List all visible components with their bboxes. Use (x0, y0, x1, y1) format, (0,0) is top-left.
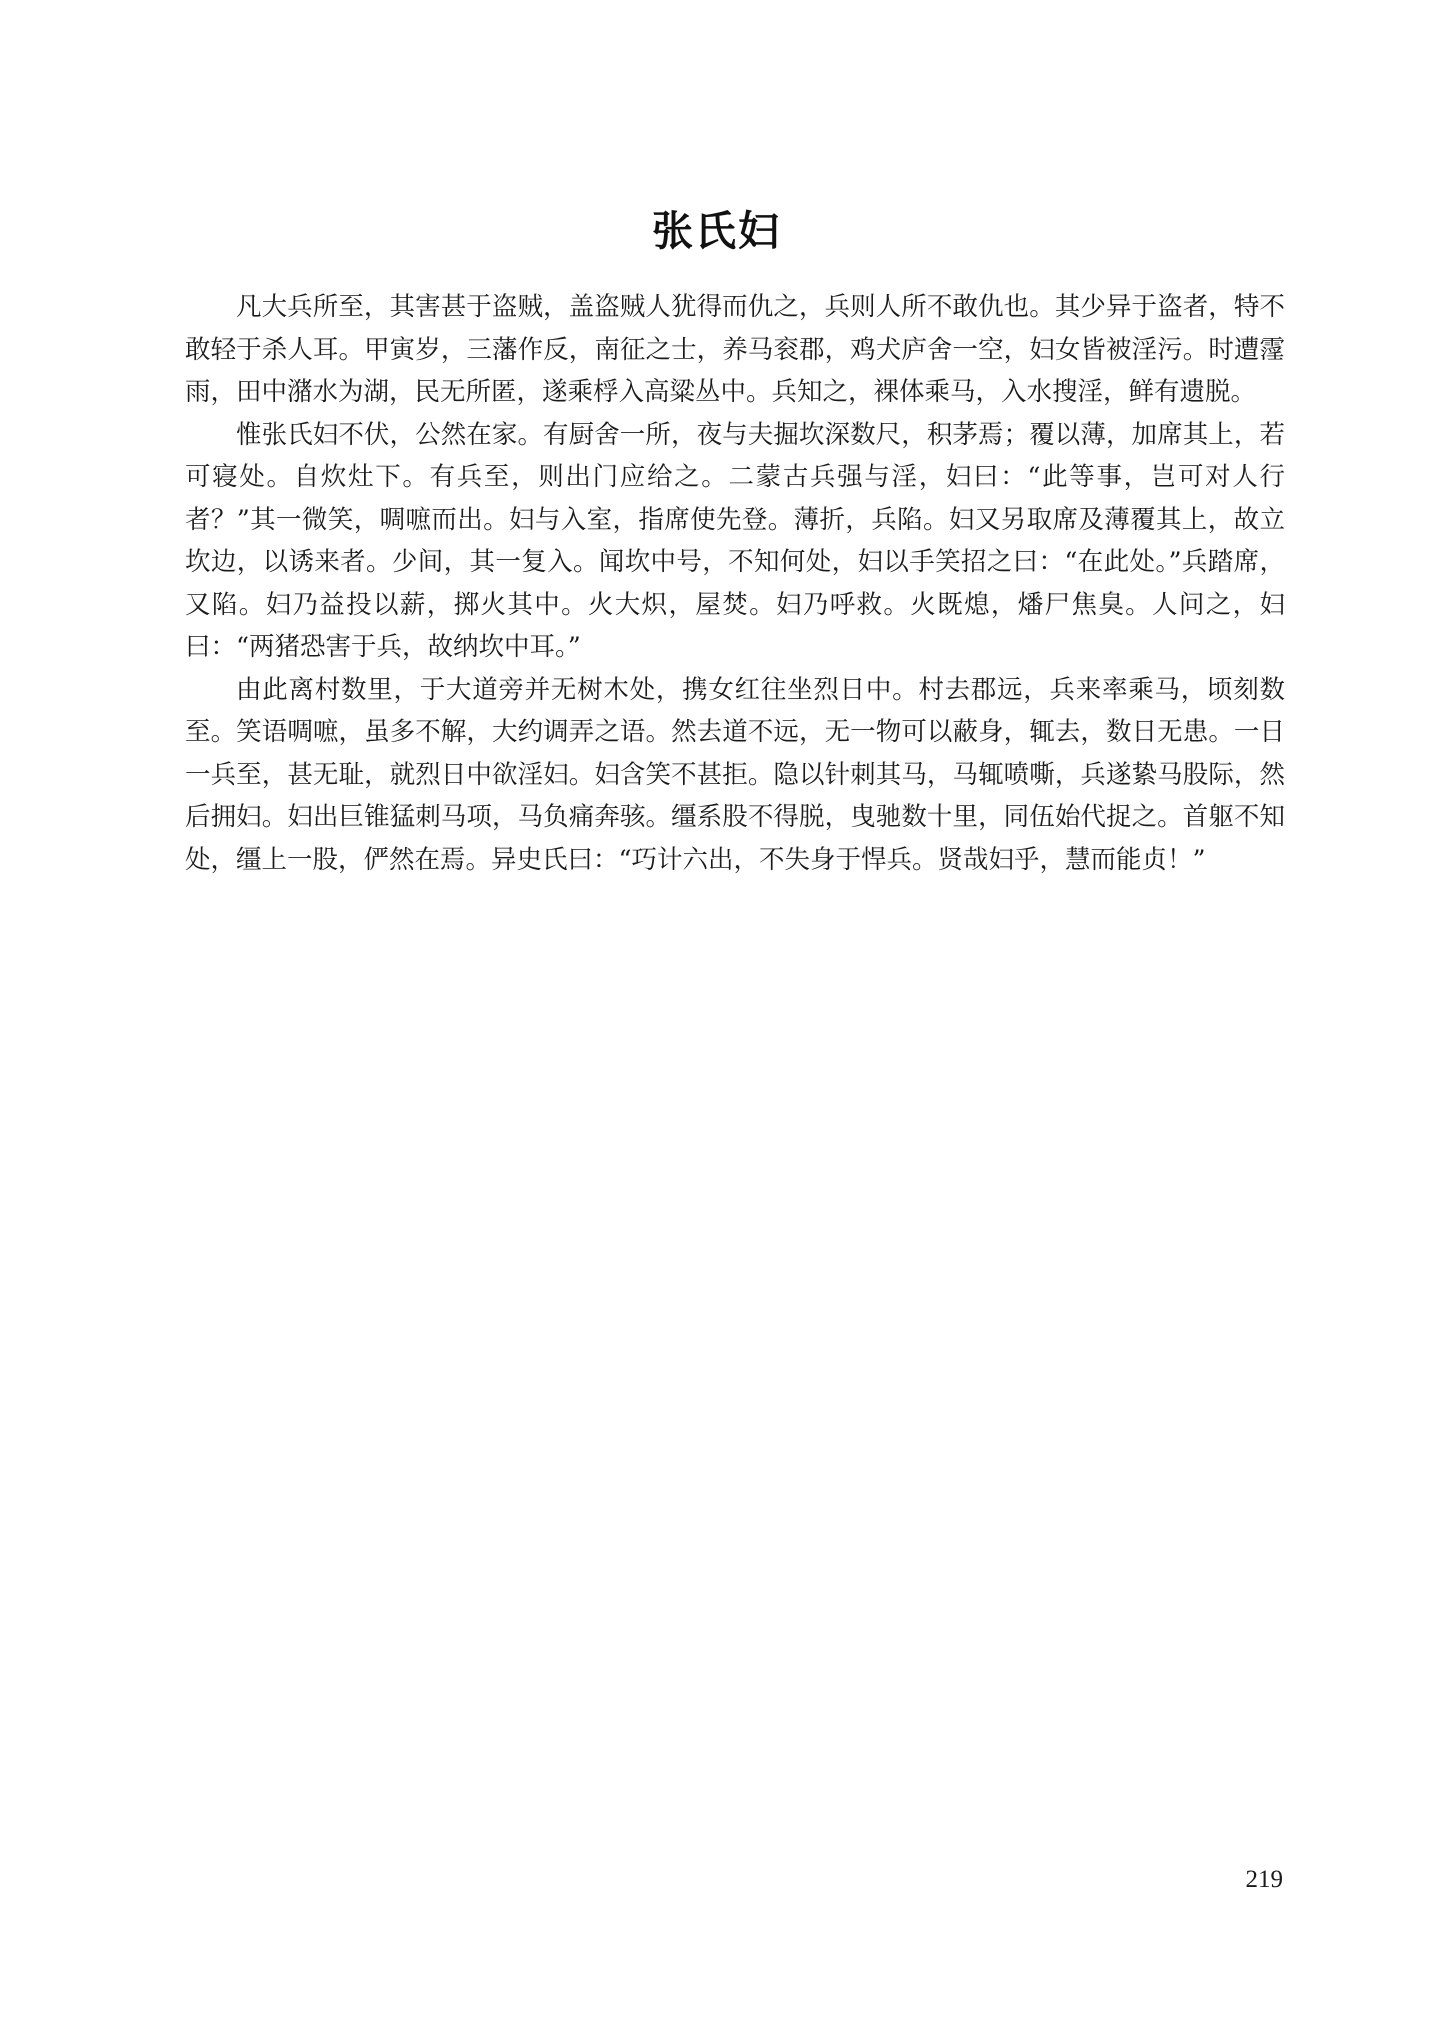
paragraph-2: 惟张氏妇不伏，公然在家。有厨舍一所，夜与夫掘坎深数尺，积茅焉；覆以薄，加席其上，若可寝处。自炊灶下。有兵至，则出门应给之。二蒙古兵强与淫，妇曰：“此等事，岂可对人行者？”其一微笑，啁嗻而出。妇与入室，指席使先登。薄折，兵陷。妇又另取席及薄覆其上，故立坎边，以诱来者。少间，其一复入。闻坎中号，不知何处，妇以手笑招之曰：“在此处。”兵踏席，又陷。妇乃益投以薪，掷火其中。火大炽，屋焚。妇乃呼救。火既熄，燔尸焦臭。人问之，妇曰：“两猪恐害于兵，故纳坎中耳。” (185, 419, 1285, 662)
page-number: 219 (1245, 1866, 1283, 1893)
page-title: 张氏妇 (652, 207, 781, 256)
paragraph-3: 由此离村数里，于大道旁并无树木处，携女红往坐烈日中。村去郡远，兵来率乘马，顷刻数至。笑语啁嗻，虽多不解，大约调弄之语。然去道不远，无一物可以蔽身，辄去，数日无患。一日一兵至，甚无耻，就烈日中欲淫妇。妇含笑不甚拒。隐以针刺其马，马辄喷嘶，兵遂絷马股际，然后拥妇。妇出巨锥猛刺马项，马负痛奔骇。缰系股不得脱，曳驰数十里，同伍始代捉之。首躯不知处，缰上一股，俨然在焉。异史氏曰：“巧计六出，不失身于悍兵。贤哉妇乎，慧而能贞！” (185, 674, 1285, 875)
paragraph-1: 凡大兵所至，其害甚于盗贼，盖盗贼人犹得而仇之，兵则人所不敢仇也。其少异于盗者，特不敢轻于杀人耳。甲寅岁，三藩作反，南征之士，养马衮郡，鸡犬庐舍一空，妇女皆被淫污。时遭霪雨，田中潴水为湖，民无所匿，遂乘桴入高粱丛中。兵知之，裸体乘马，入水搜淫，鲜有遗脱。 (185, 292, 1285, 407)
body-text (185, 286, 1285, 881)
